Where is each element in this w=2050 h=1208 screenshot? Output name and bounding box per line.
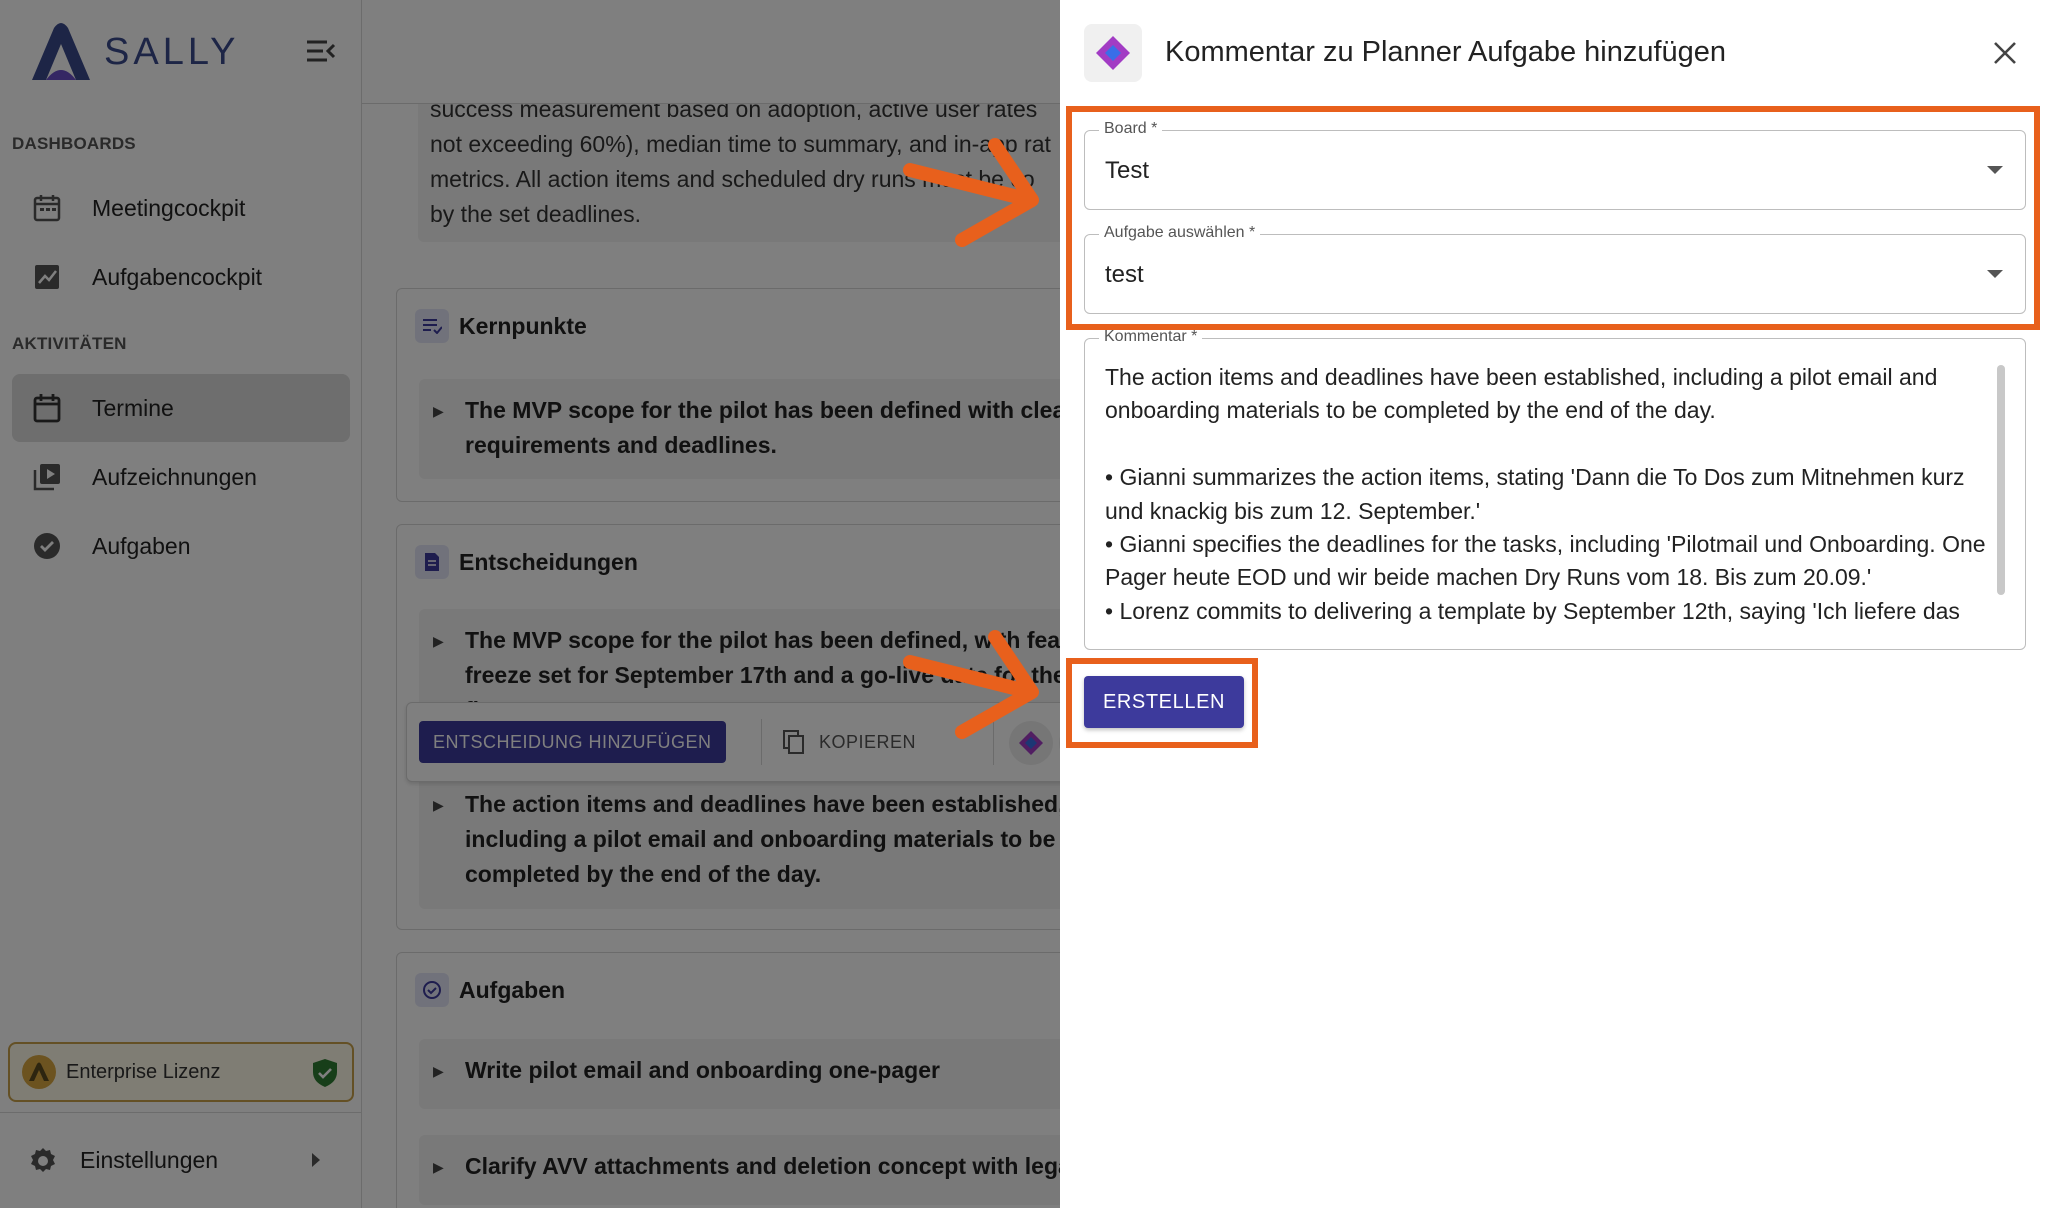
arrow-annotation-1 — [900, 130, 1050, 250]
board-label: Board * — [1099, 120, 1162, 138]
drawer-title: Kommentar zu Planner Aufgabe hinzufügen — [1165, 36, 1727, 68]
task-value: test — [1105, 261, 1144, 288]
comment-label: Kommentar * — [1099, 328, 1202, 346]
highlight-select-fields — [1066, 106, 2040, 330]
close-icon[interactable] — [1988, 36, 2022, 70]
planner-app-icon — [1084, 24, 1142, 82]
highlight-create-button — [1066, 658, 1258, 748]
board-value: Test — [1105, 157, 1150, 184]
comment-scrollbar[interactable] — [1997, 365, 2005, 595]
comment-textarea[interactable] — [1084, 328, 2026, 650]
comment-text: The action items and deadlines have been established, including a pilot email and onboarding materials to be completed by the end of the day. • Gianni summarizes the action items, stating 'Dann die To Dos zum Mitnehmen kurz und knackig bis zum 12. September.' • Gianni specifies the deadlines for the tasks, including 'Pilotmail und Onboarding. One Pager heute EOD und wir beide machen Dry Runs vom 18. Bis zum 20.09.' • Lorenz commits to delivering a template by September 12th, saying 'Ich liefere das — [1105, 364, 1986, 624]
task-label: Aufgabe auswählen * — [1099, 224, 1260, 242]
create-button[interactable]: ERSTELLEN — [1084, 676, 1244, 728]
arrow-annotation-2 — [900, 622, 1050, 742]
